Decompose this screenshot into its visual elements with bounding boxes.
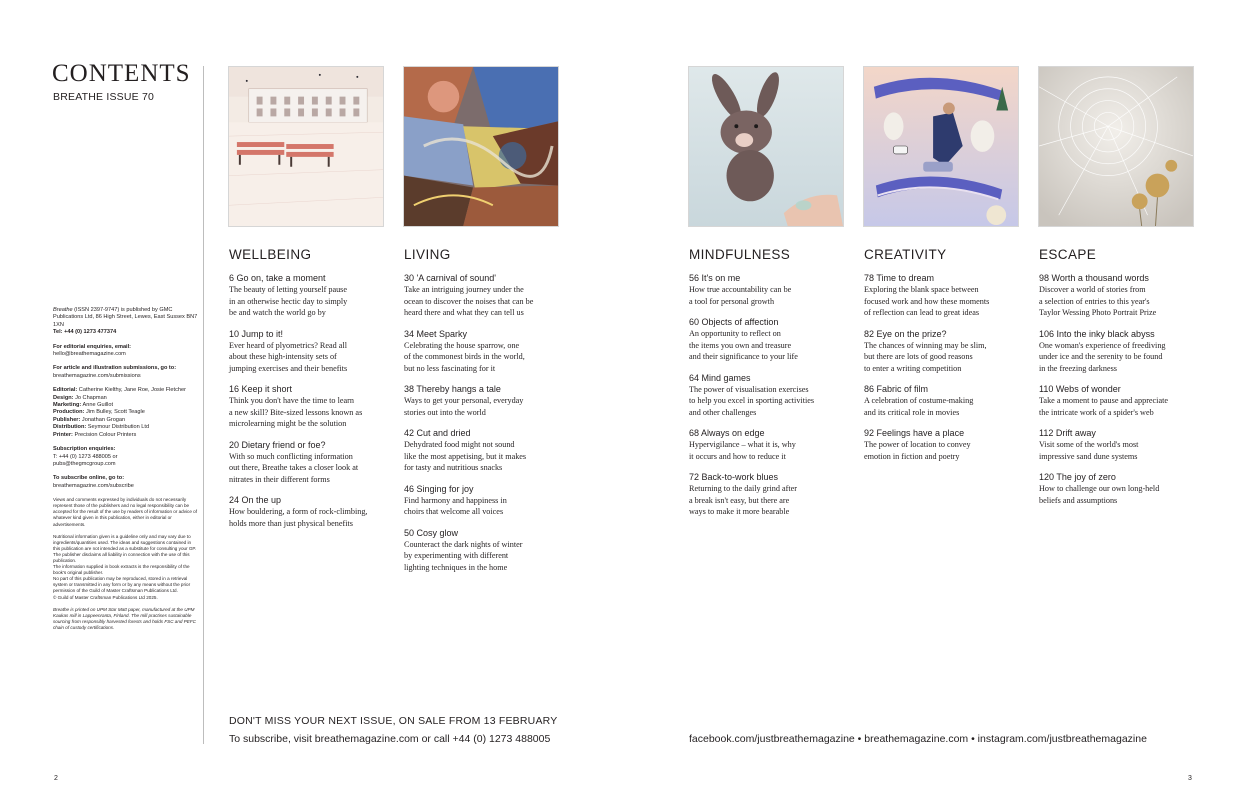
publisher-info: Breathe (ISSN 2397-9747) is published by GMC Publications Ltd, 86 High Street, Lewes, East Sussex BN7 1XN Tel: +44 (0) 1273 477374 [53,307,198,336]
list-item[interactable]: 6 Go on, take a moment The beauty of letting yourself pause in an otherwise hectic day to simply be and watch the world go by [229,273,348,317]
list-item[interactable]: 56 It's on me How true accountability can be a tool for personal growth [689,273,792,306]
book-extracts-text: The information supplied in book extracts is the responsibility of the book's original publisher. [53,564,190,576]
list-item[interactable]: 10 Jump to it! Ever heard of plyometrics? Read all about these high-intensity sets of jumping exercises and their benefits [229,328,348,373]
section-escape [1039,247,1204,515]
list-item[interactable]: 60 Objects of affection An opportunity to reflect on the items you own and treasure and their significance to your life [689,317,798,361]
page-number-right: 3 [1188,775,1192,782]
list-item[interactable]: 16 Keep it short Think you don't have the time to learn a new skill? Bite-sized lessons known as microlearning might be the solution [229,384,363,428]
list-item[interactable]: 38 Thereby hangs a tale Ways to get your personal, everyday stories out into the world [404,384,524,417]
list-item[interactable]: 110 Webs of wonder Take a moment to pause and appreciate the intricate work of a spider's web [1039,384,1169,417]
reproduction-text: No part of this publication may be reproduced, stored in a retrieval system or transmitted in any form or by any means without the prior permission of the Guild of Master Craftsman Publications Ltd. [53,576,191,594]
page-title: CONTENTS [52,60,191,87]
social-links[interactable]: facebook.com/justbreathemagazine • breathemagazine.com • instagram.com/justbreathemagazine [689,733,1147,745]
list-item[interactable]: 68 Always on edge Hypervigilance – what it is, why it occurs and how to reduce it [689,428,796,461]
list-item[interactable]: 98 Worth a thousand words Discover a world of stories from a selection of entries to this year's Taylor Wessing Photo Portrait Prize [1039,273,1157,317]
section-mindfulness [689,247,854,527]
list-item[interactable]: 30 'A carnival of sound' Take an intriguing journey under the ocean to discover the noises that can be heard there and what they can tell us [404,273,534,317]
toy-bunny-illustration-icon[interactable] [688,66,844,227]
list-item[interactable]: 112 Drift away Visit some of the world's most impressive sand dune systems [1039,428,1139,461]
subscribe-link[interactable]: To subscribe, visit breathemagazine.com or call +44 (0) 1273 488005 [229,733,551,745]
section-heading: WELLBEING [229,247,312,262]
section-living [404,247,569,582]
section-heading: LIVING [404,247,451,262]
section-wellbeing [229,247,394,538]
paper-text: Breathe is printed on UPM Star Matt paper, manufactured at the UPM Kaukas mill in Lappeenranta, Finland. The mill practises sustainable sourcing from responsibly harvested forests and holds FSC and PEFC chain of custody certifications. [53,606,196,630]
list-item[interactable]: 82 Eye on the prize? The chances of winning may be slim, but there are lots of good reasons to enter a writing competition [864,328,987,373]
list-item[interactable]: 34 Meet Sparky Celebrating the house sparrow, one of the commonest birds in the world, but no less fascinating for it [404,328,525,373]
list-item[interactable]: 72 Back-to-work blues Returning to the daily grind after a break isn't easy, but there are ways to make it more bearable [689,472,798,516]
abstract-collage-illustration-icon[interactable] [403,66,559,227]
spider-web-illustration-icon[interactable] [1038,66,1194,227]
list-item[interactable]: 46 Singing for joy Find harmony and happiness in choirs that welcome all voices [404,483,507,516]
falling-man-trains-illustration-icon[interactable] [863,66,1019,227]
list-item[interactable]: 20 Dietary friend or foe? With so much conflicting information out there, Breathe takes a closer look at nitrates in their different forms [229,439,359,484]
next-issue-notice: DON'T MISS YOUR NEXT ISSUE, ON SALE FROM 13 FEBRUARY [229,715,558,727]
park-bench-illustration-icon[interactable] [228,66,384,227]
copyright-text: © Guild of Master Craftsman Publications Ltd 2025. [53,594,158,600]
list-item[interactable]: 42 Cut and dried Dehydrated food might not sound like the most appetising, but it makes for tasty and nutritious snacks [404,428,527,472]
page-number-left: 2 [54,775,58,782]
list-item[interactable]: 78 Time to dream Exploring the blank space between focused work and how these moments of reflection can lead to great ideas [864,273,990,317]
submissions-contact: For article and illustration submissions, go to: breathemagazine.com/submissions [53,365,177,379]
issue-label: BREATHE ISSUE 70 [53,91,155,103]
section-heading: MINDFULNESS [689,247,791,262]
editorial-contact: For editorial enquiries, email: hello@breathemagazine.com [53,343,132,358]
column-divider [203,66,204,744]
section-heading: ESCAPE [1039,247,1097,262]
nutrition-text: Nutritional information given is a guideline only and may vary due to ingredients/quantities used. The ideas and suggestions contained in this publication are not intended as a substitute for consulting your GP. The publisher disclaims all liability in connection with the use of this publication. [53,533,197,563]
staff-credits: Editorial: Catherine Kielthy, Jane Roe, Josie Fletcher Design: Jo Chapman Marketing: Anne Guillot Production: Jim Bulley, Scott Teagle Publisher: Jonathan Grogan Distribution: Seymour Distribution Ltd Printer: Precision Colour Printers [53,387,186,438]
section-creativity [864,247,1029,471]
imprint-block [53,307,199,637]
list-item[interactable]: 106 Into the inky black abyss One woman's experience of freediving under ice and the serenity to be found in the freezing darkness [1039,328,1166,373]
list-item[interactable]: 50 Cosy glow Counteract the dark nights of winter by experimenting with different lighting techniques in the home [404,527,523,572]
list-item[interactable]: 92 Feelings have a place The power of location to convey emotion in fiction and poetry [864,428,971,461]
list-item[interactable]: 24 On the up How bouldering, a form of rock-climbing, holds more than just physical benefits [229,495,368,528]
subscribe-online: To subscribe online, go to: breathemagazine.com/subscribe [53,475,134,489]
subscription-contact: Subscription enquiries: T: +44 (0) 1273 488005 or pubs@thegmcgroup.com [53,446,118,467]
section-heading: CREATIVITY [864,247,947,262]
disclaimer-text: Views and comments expressed by individuals do not necessarily represent those of the publishers and no legal responsibility can be accepted for the result of the use by readers of information or advice of whatever kind given in this publication, either in editorial or advertisements. [53,497,198,527]
list-item[interactable]: 64 Mind games The power of visualisation exercises to help you excel in sporting activities and other challenges [689,372,815,417]
list-item[interactable]: 86 Fabric of film A celebration of costume-making and its critical role in movies [864,384,974,417]
list-item[interactable]: 120 The joy of zero How to challenge our own long-held beliefs and assumptions [1039,472,1160,505]
